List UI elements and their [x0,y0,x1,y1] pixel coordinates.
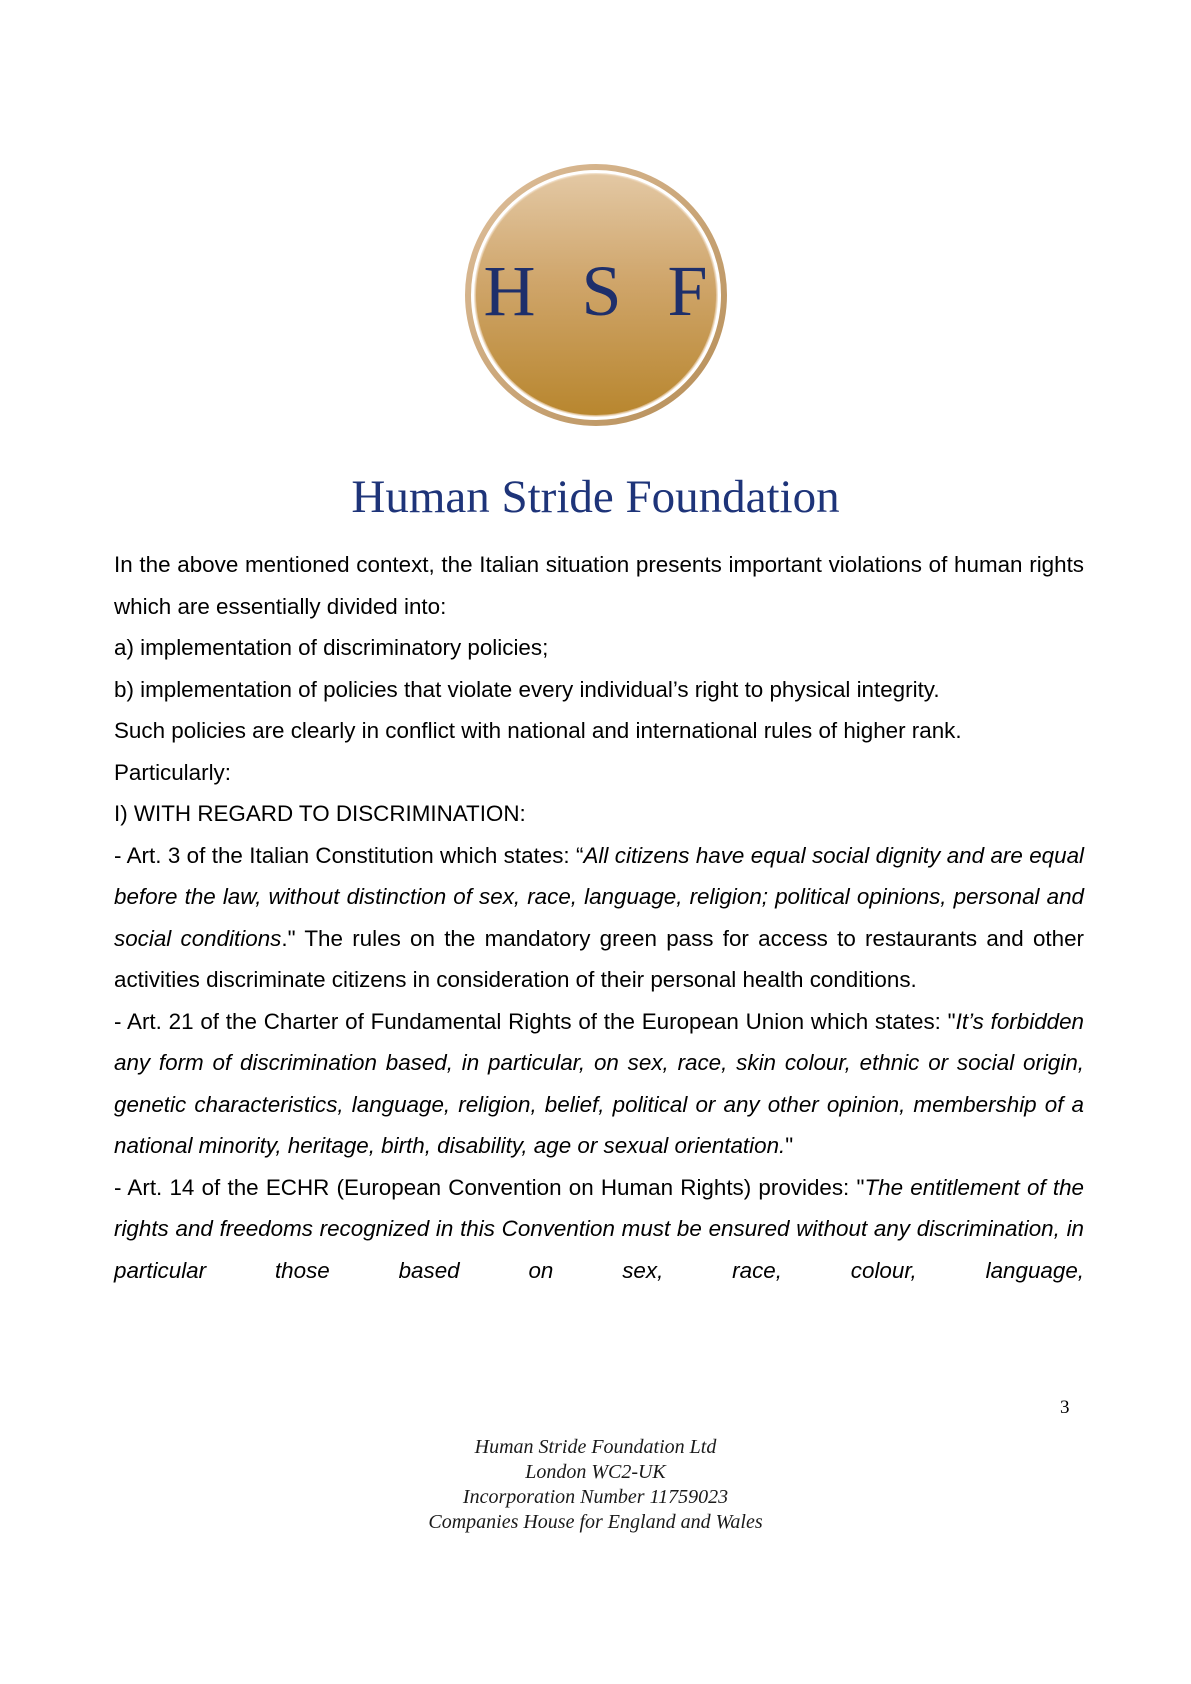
article-3-intro: - Art. 3 of the Italian Constitution which states: “ [114,842,584,868]
article-21-paragraph [114,1001,1084,1167]
page-number: 3 [1060,1397,1070,1418]
article-14-intro: - Art. 14 of the ECHR (European Convention on Human Rights) provides: " [114,1174,865,1200]
footer-company-name: Human Stride Foundation Ltd [474,1436,717,1458]
document-body [114,544,1084,1291]
article-21-quote: It’s forbidden any form of discrimination based, in particular, on sex, race, skin colour, ethnic or social origin, genetic characteristics, language, religion, belief, political or any other opinion, membership of a national minority, heritage, birth, disability, age or sexual orientation. [114,1008,1085,1158]
article-3-paragraph [114,835,1084,1001]
footer [0,1435,1191,1535]
article-3-quote: All citizens have equal social dignity and are equal before the law, without distinction of sex, race, language, religion; political opinions, personal and social conditions [114,842,1084,951]
intro-paragraph: In the above mentioned context, the Italian situation presents important violations of human rights which are essentially divided into: [114,552,1084,619]
footer-incorporation-number: Incorporation Number 11759023 [462,1486,729,1508]
article-21-closing-quote: " [785,1133,794,1158]
article-3-commentary: ." The rules on the mandatory green pass for access to restaurants and other activities discriminate citizens in consideration of their personal health conditions. [114,925,1084,992]
section-heading-discrimination: I) WITH REGARD TO DISCRIMINATION: [114,801,526,826]
organization-name: Human Stride Foundation [351,471,840,523]
logo [0,160,1191,430]
point-a: a) implementation of discriminatory policies; [114,635,549,660]
particularly-label: Particularly: [114,759,231,785]
article-14-quote: The entitlement of the rights and freedoms recognized in this Convention must be ensured without any discrimination, in particular those based on sex, race, colour, language, [114,1174,1084,1283]
article-14-paragraph [114,1167,1084,1292]
footer-location: London WC2-UK [525,1461,666,1483]
footer-registry: Companies House for England and Wales [428,1511,763,1533]
seal-initials: H S F [483,251,722,331]
article-21-intro: - Art. 21 of the Charter of Fundamental Rights of the European Union which states: " [114,1008,956,1034]
point-b: b) implementation of policies that violate every individual’s right to physical integrity. [114,676,940,702]
conflict-statement: Such policies are clearly in conflict with national and international rules of higher rank. [114,718,962,743]
hsf-seal-logo [461,160,731,430]
